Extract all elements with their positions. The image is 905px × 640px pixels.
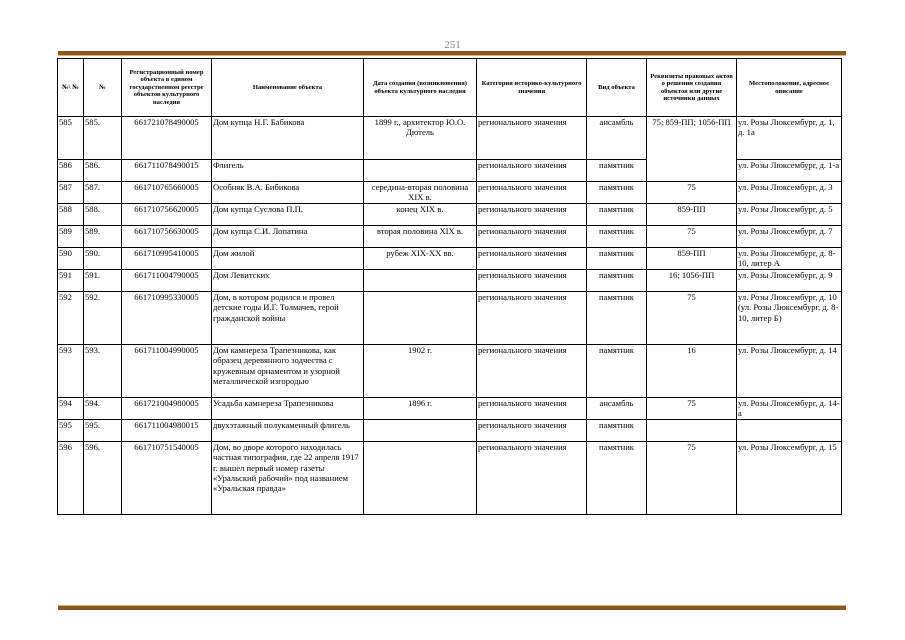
cell-reg-number: 661711078490015 bbox=[122, 160, 212, 182]
cell-creation-date: середина-вторая половина XIX в. bbox=[364, 182, 477, 204]
cell-object-kind: памятник bbox=[587, 182, 647, 204]
top-rule bbox=[58, 51, 846, 56]
cell-location: ул. Розы Люксембург, д. 14-а bbox=[738, 398, 840, 419]
cell-num1: 588 bbox=[58, 204, 84, 226]
cell-category: регионального значения bbox=[477, 270, 587, 292]
cell-object-name: Дом купца С.И. Лопатина bbox=[212, 226, 364, 248]
cell-location: ул. Розы Люксембург, д. 9 bbox=[737, 270, 842, 292]
cell-object-kind: ансамбль bbox=[587, 117, 647, 160]
cell-location: ул. Розы Люксембург, д. 8-10, литер А bbox=[737, 248, 842, 270]
header-reg-number: Регистрационный номер объекта в едином государственном реестре объектов культурного наследия bbox=[122, 59, 212, 117]
cell-reg-number: 661721078490005 bbox=[122, 117, 212, 160]
cell-num1: 590 bbox=[58, 248, 84, 270]
header-num1: №\ № bbox=[58, 59, 84, 117]
cell-object-kind: ансамбль bbox=[587, 398, 647, 420]
cell-num1: 595 bbox=[58, 420, 84, 442]
cell-object-name: Дом жилой bbox=[212, 248, 364, 270]
cell-object-kind: памятник bbox=[587, 270, 647, 292]
table-row bbox=[58, 117, 842, 160]
cell-num2: 590. bbox=[84, 248, 122, 270]
cell-num2: 595. bbox=[84, 420, 122, 442]
cell-location: ул. Розы Люксембург, д. 1, д. 1а bbox=[737, 117, 842, 160]
header-num2: № bbox=[84, 59, 122, 117]
cell-reg-number: 661711004790005 bbox=[122, 270, 212, 292]
cell-category: регионального значения bbox=[477, 204, 587, 226]
cell-legal-acts: 75 bbox=[647, 226, 737, 248]
cell-category: регионального значения bbox=[477, 117, 587, 160]
cell-num1: 585 bbox=[58, 117, 84, 160]
table-row bbox=[58, 182, 842, 204]
cell-reg-number: 661710756630005 bbox=[122, 226, 212, 248]
cell-object-name: двухэтажный полукаменный флигель bbox=[212, 420, 364, 442]
cell-object-name: Дом купца Н.Г. Бабикова bbox=[212, 117, 364, 160]
cell-category: регионального значения bbox=[477, 248, 587, 270]
cell-reg-number: 661710995410005 bbox=[122, 248, 212, 270]
cell-object-name: Дом купца Суслова П.П. bbox=[212, 204, 364, 226]
cell-category: регионального значения bbox=[477, 420, 587, 442]
header-row bbox=[58, 59, 842, 117]
cell-object-kind: памятник bbox=[587, 226, 647, 248]
table-row bbox=[58, 226, 842, 248]
cell-category: регионального значения bbox=[477, 442, 587, 515]
cell-legal-acts: 75; 859-ПП; 1056-ПП bbox=[647, 117, 737, 182]
cell-num1: 592 bbox=[58, 292, 84, 345]
cell-category: регионального значения bbox=[477, 345, 587, 398]
cell-category: регионального значения bbox=[477, 160, 587, 182]
cell-num2: 592. bbox=[84, 292, 122, 345]
cell-reg-number: 661711004990005 bbox=[122, 345, 212, 398]
cell-creation-date: вторая половина XIX в. bbox=[364, 226, 477, 248]
cell-location: ул. Розы Люксембург, д. 5 bbox=[737, 204, 842, 226]
cell-object-kind: памятник bbox=[587, 420, 647, 442]
cell-reg-number: 661711004980015 bbox=[122, 420, 212, 442]
cell-num1: 594 bbox=[58, 398, 84, 420]
cell-legal-acts: 859-ПП bbox=[647, 204, 737, 226]
cell-object-name: Дом Левитских bbox=[212, 270, 364, 292]
table-row bbox=[58, 420, 842, 442]
cell-legal-acts: 75 bbox=[647, 398, 737, 420]
cell-object-name: Дом, в котором родился и провел детские годы И.Г. Толмачев, герой гражданской войны bbox=[212, 292, 364, 345]
cell-num2: 587. bbox=[84, 182, 122, 204]
cell-location: ул. Розы Люксембург, д. 15 bbox=[737, 442, 842, 515]
cell-location bbox=[737, 420, 842, 442]
cell-creation-date: 1902 г. bbox=[364, 345, 477, 398]
header-location: Местоположение, адресное описание bbox=[737, 59, 842, 117]
bottom-rule bbox=[58, 605, 846, 610]
cell-num2: 596. bbox=[84, 442, 122, 515]
cell-object-kind: памятник bbox=[587, 160, 647, 182]
cell-legal-acts: 75 bbox=[647, 182, 737, 204]
header-legal-acts: Реквизиты правовых актов о решении создания объектов или другие источники данных bbox=[647, 59, 737, 117]
cell-location: ул. Розы Люксембург, д. 14 bbox=[737, 345, 842, 398]
cell-creation-date: 1899 г., архитектор Ю.О. Дютель bbox=[364, 117, 477, 160]
header-object-kind: Вид объекта bbox=[587, 59, 647, 117]
cell-category: регионального значения bbox=[477, 182, 587, 204]
cell-object-name: Особняк В.А. Бибикова bbox=[212, 182, 364, 204]
cell-num2: 588. bbox=[84, 204, 122, 226]
cell-reg-number: 661710751540005 bbox=[122, 442, 212, 515]
cell-creation-date bbox=[364, 160, 477, 182]
header-category: Категория историко-культурного значения bbox=[477, 59, 587, 117]
cell-object-kind: памятник bbox=[587, 442, 647, 515]
cell-num1: 596 bbox=[58, 442, 84, 515]
cell-num2: 585. bbox=[84, 117, 122, 160]
cell-legal-acts: 16; 1056-ПП bbox=[647, 270, 737, 292]
cell-creation-date bbox=[364, 442, 477, 515]
cell-category: регионального значения bbox=[477, 226, 587, 248]
cell-num2: 591. bbox=[84, 270, 122, 292]
cell-legal-acts: 859-ПП bbox=[647, 248, 737, 270]
cell-location: ул. Розы Люксембург, д. 3 bbox=[737, 182, 842, 204]
cell-object-kind: памятник bbox=[587, 204, 647, 226]
cell-reg-number: 661721004980005 bbox=[122, 398, 212, 420]
cell-creation-date: 1896 г. bbox=[364, 398, 477, 420]
cell-num2: 594. bbox=[84, 398, 122, 420]
cell-num2: 593. bbox=[84, 345, 122, 398]
table-row bbox=[58, 204, 842, 226]
cell-category: регионального значения bbox=[477, 292, 587, 345]
cell-object-name: Флигель bbox=[212, 160, 364, 182]
cell-num1: 589 bbox=[58, 226, 84, 248]
table-row bbox=[58, 270, 842, 292]
cell-reg-number: 661710995330005 bbox=[122, 292, 212, 345]
cell-object-kind: памятник bbox=[587, 345, 647, 398]
table-row bbox=[58, 345, 842, 398]
cell-num1: 586 bbox=[58, 160, 84, 182]
cell-reg-number: 661710756620005 bbox=[122, 204, 212, 226]
cell-object-name: Дом, во дворе которого находилась частная типография, где 22 апреля 1917 г. вышел первый номер газеты «Уральский рабочий» под названием «Уральская правда» bbox=[212, 442, 364, 515]
cell-object-name: Дом камнереза Трапезникова, как образец деревянного зодчества с кружевным орнаментом и узорной металлической изгородью bbox=[212, 345, 364, 398]
cell-creation-date: конец XIX в. bbox=[364, 204, 477, 226]
cell-num2: 589. bbox=[84, 226, 122, 248]
header-creation-date: Дата создания (возникновения) объекта культурного наследия bbox=[364, 59, 477, 117]
cell-num1: 587 bbox=[58, 182, 84, 204]
table-row bbox=[58, 442, 842, 515]
cell-legal-acts: 75 bbox=[647, 292, 737, 345]
header-object-name: Наименование объекта bbox=[212, 59, 364, 117]
cell-object-kind: памятник bbox=[587, 248, 647, 270]
page-number: 251 bbox=[444, 39, 461, 51]
table-row bbox=[58, 398, 842, 420]
cell-creation-date bbox=[364, 292, 477, 345]
cell-legal-acts: 16 bbox=[647, 345, 737, 398]
cell-creation-date: рубеж XIX-XX вв. bbox=[364, 248, 477, 270]
cell-legal-acts bbox=[647, 420, 737, 442]
cell-location: ул. Розы Люксембург, д. 1-а bbox=[737, 160, 842, 182]
cell-location: ул. Розы Люксембург, д. 7 bbox=[737, 226, 842, 248]
cell-num2: 586. bbox=[84, 160, 122, 182]
cell-creation-date bbox=[364, 270, 477, 292]
cell-num1: 591 bbox=[58, 270, 84, 292]
table-row bbox=[58, 248, 842, 270]
table-row bbox=[58, 292, 842, 345]
cell-creation-date bbox=[364, 420, 477, 442]
cell-location: ул. Розы Люксембург, д. 10 (ул. Розы Люксембург, д. 8-10, литер Б) bbox=[737, 292, 842, 345]
heritage-register-table bbox=[57, 58, 842, 515]
cell-legal-acts: 75 bbox=[647, 442, 737, 515]
cell-object-name: Усадьба камнереза Трапезникова bbox=[212, 398, 364, 420]
cell-category: регионального значения bbox=[477, 398, 587, 420]
cell-num1: 593 bbox=[58, 345, 84, 398]
cell-object-kind: памятник bbox=[587, 292, 647, 345]
cell-reg-number: 661710765660005 bbox=[122, 182, 212, 204]
